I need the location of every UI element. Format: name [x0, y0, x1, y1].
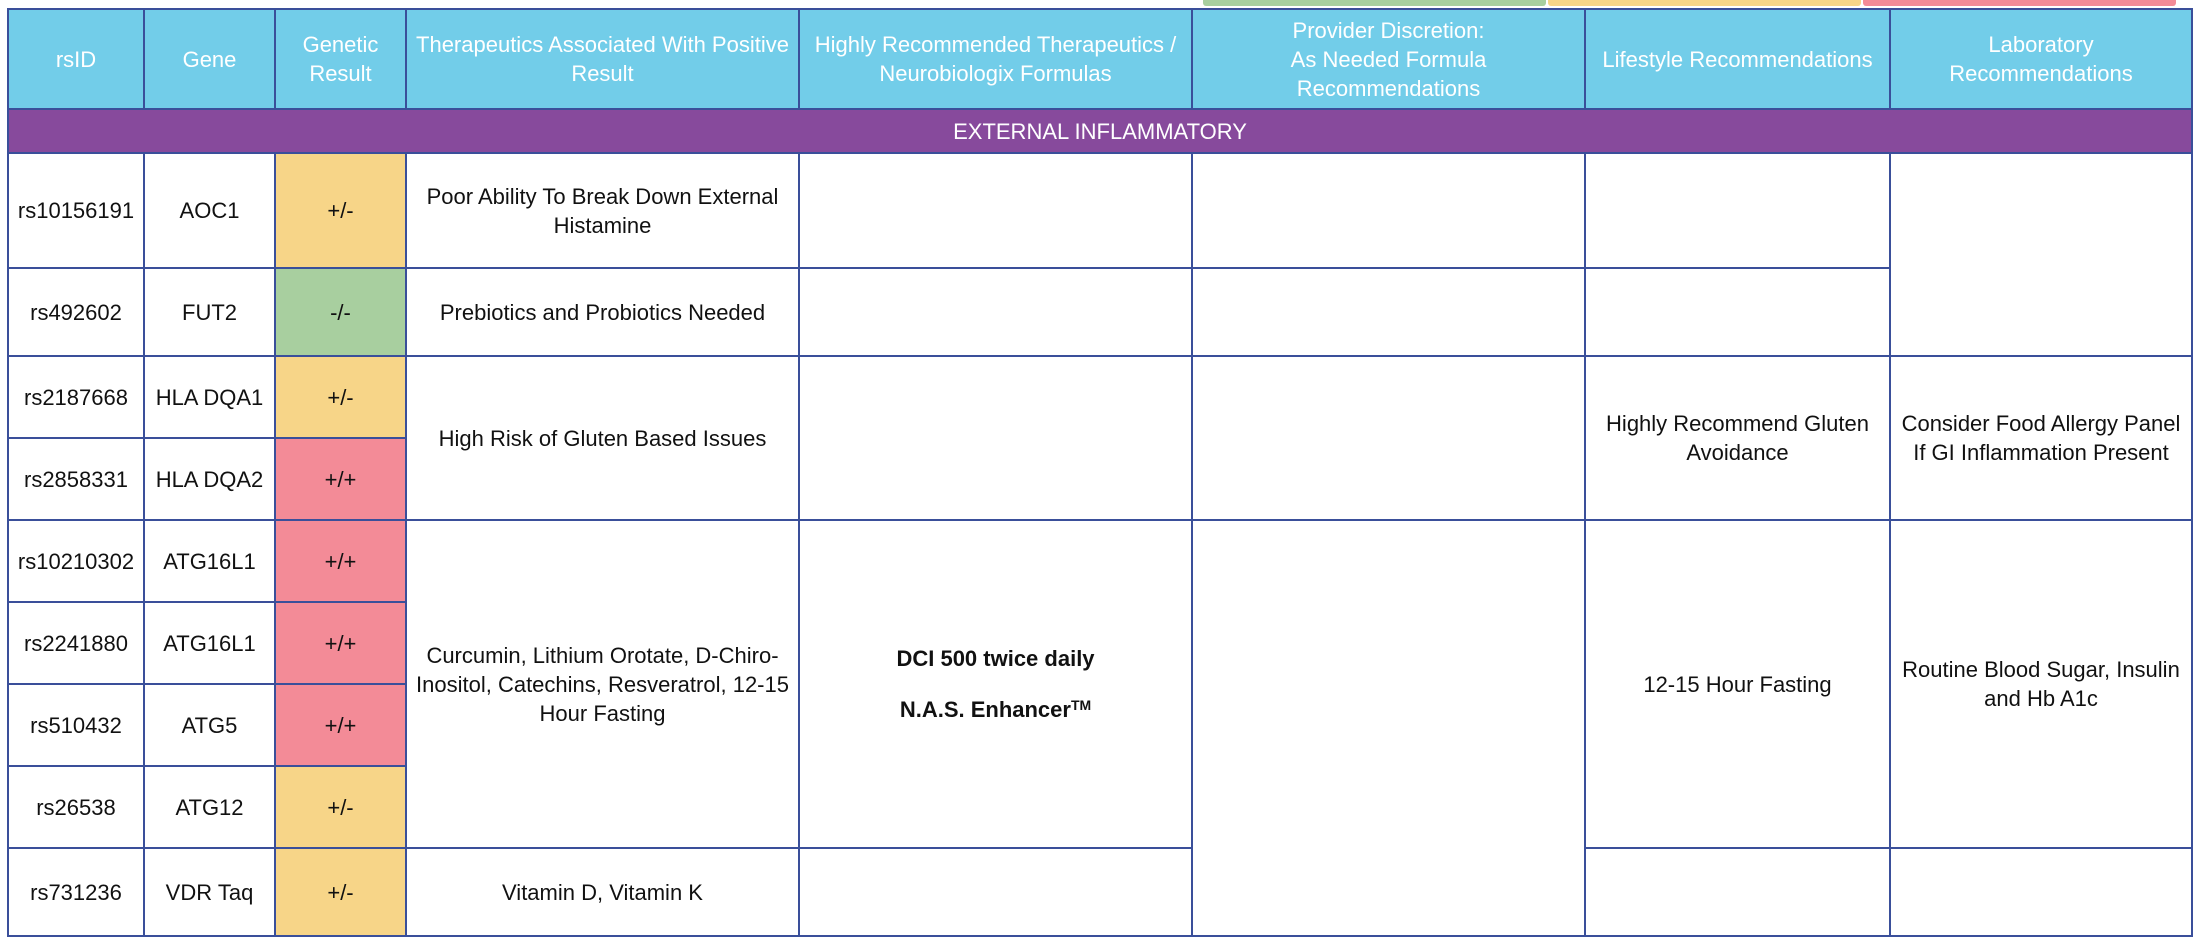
formula-dci: DCI 500 twice daily [896, 646, 1095, 671]
gene-cell: VDR Taq [144, 848, 275, 936]
formula-nas [806, 695, 1185, 724]
result-cell: +/+ [275, 684, 406, 766]
result-cell: +/- [275, 356, 406, 438]
result-cell: -/- [275, 268, 406, 356]
header-row [8, 9, 2192, 109]
lifestyle-cell [1585, 268, 1890, 356]
table-row [8, 848, 2192, 936]
table-row [8, 520, 2192, 602]
highly-recommended-cell [799, 848, 1192, 936]
provider-discretion-cell [1192, 153, 1585, 268]
result-cell: +/+ [275, 520, 406, 602]
gene-cell: ATG12 [144, 766, 275, 848]
header-laboratory: Laboratory Recommendations [1890, 9, 2192, 109]
therapeutics-cell: Curcumin, Lithium Orotate, D-Chiro-Inositol, Catechins, Resveratrol, 12-15 Hour Fasting [406, 520, 799, 848]
rsid-cell: rs731236 [8, 848, 144, 936]
provider-discretion-cell [1192, 520, 1585, 936]
gene-cell: FUT2 [144, 268, 275, 356]
highly-recommended-cell [799, 153, 1192, 268]
lifestyle-cell: 12-15 Hour Fasting [1585, 520, 1890, 848]
header-gene: Gene [144, 9, 275, 109]
section-title: EXTERNAL INFLAMMATORY [8, 109, 2192, 153]
legend-bar-green [1203, 0, 1546, 6]
laboratory-cell: Consider Food Allergy Panel If GI Inflammation Present [1890, 356, 2192, 520]
table-row [8, 153, 2192, 268]
highly-recommended-cell [799, 356, 1192, 520]
lifestyle-cell: Highly Recommend Gluten Avoidance [1585, 356, 1890, 520]
section-row [8, 109, 2192, 153]
header-therapeutics-positive: Therapeutics Associated With Positive Result [406, 9, 799, 109]
provider-discretion-cell [1192, 268, 1585, 356]
result-cell: +/- [275, 766, 406, 848]
gene-cell: AOC1 [144, 153, 275, 268]
rsid-cell: rs510432 [8, 684, 144, 766]
highly-recommended-cell [799, 268, 1192, 356]
therapeutics-cell: Vitamin D, Vitamin K [406, 848, 799, 936]
therapeutics-cell: Poor Ability To Break Down External Histamine [406, 153, 799, 268]
result-cell: +/- [275, 848, 406, 936]
rsid-cell: rs10156191 [8, 153, 144, 268]
provider-discretion-cell [1192, 356, 1585, 520]
rsid-cell: rs2187668 [8, 356, 144, 438]
laboratory-cell: Routine Blood Sugar, Insulin and Hb A1c [1890, 520, 2192, 848]
header-provider-discretion-line2: As Needed Formula Recommendations [1290, 46, 1487, 101]
table-row [8, 268, 2192, 356]
gene-cell: HLA DQA2 [144, 438, 275, 520]
lifestyle-cell [1585, 848, 1890, 936]
laboratory-cell [1890, 848, 2192, 936]
header-genetic-result: Genetic Result [275, 9, 406, 109]
rsid-cell: rs492602 [8, 268, 144, 356]
gene-cell: ATG16L1 [144, 520, 275, 602]
therapeutics-cell: Prebiotics and Probiotics Needed [406, 268, 799, 356]
rsid-cell: rs26538 [8, 766, 144, 848]
legend-bar-pink [1863, 0, 2176, 6]
lifestyle-cell [1585, 153, 1890, 268]
table-row [8, 356, 2192, 438]
legend-bar-yellow [1548, 0, 1861, 6]
header-provider-discretion [1192, 9, 1585, 109]
rsid-cell: rs2241880 [8, 602, 144, 684]
therapeutics-cell: High Risk of Gluten Based Issues [406, 356, 799, 520]
result-cell: +/+ [275, 438, 406, 520]
header-provider-discretion-line1: Provider Discretion: [1292, 17, 1485, 43]
header-highly-recommended: Highly Recommended Therapeutics / Neurobiologix Formulas [799, 9, 1192, 109]
result-cell: +/- [275, 153, 406, 268]
gene-cell: HLA DQA1 [144, 356, 275, 438]
rsid-cell: rs2858331 [8, 438, 144, 520]
header-rsid: rsID [8, 9, 144, 109]
rsid-cell: rs10210302 [8, 520, 144, 602]
result-cell: +/+ [275, 602, 406, 684]
gene-cell: ATG5 [144, 684, 275, 766]
laboratory-cell [1890, 153, 2192, 356]
header-lifestyle: Lifestyle Recommendations [1585, 9, 1890, 109]
highly-recommended-cell [799, 520, 1192, 848]
formula-nas-name: N.A.S. Enhancer [899, 697, 1071, 722]
genetic-report-table [7, 8, 2193, 937]
trademark-mark: TM [1070, 697, 1092, 713]
gene-cell: ATG16L1 [144, 602, 275, 684]
